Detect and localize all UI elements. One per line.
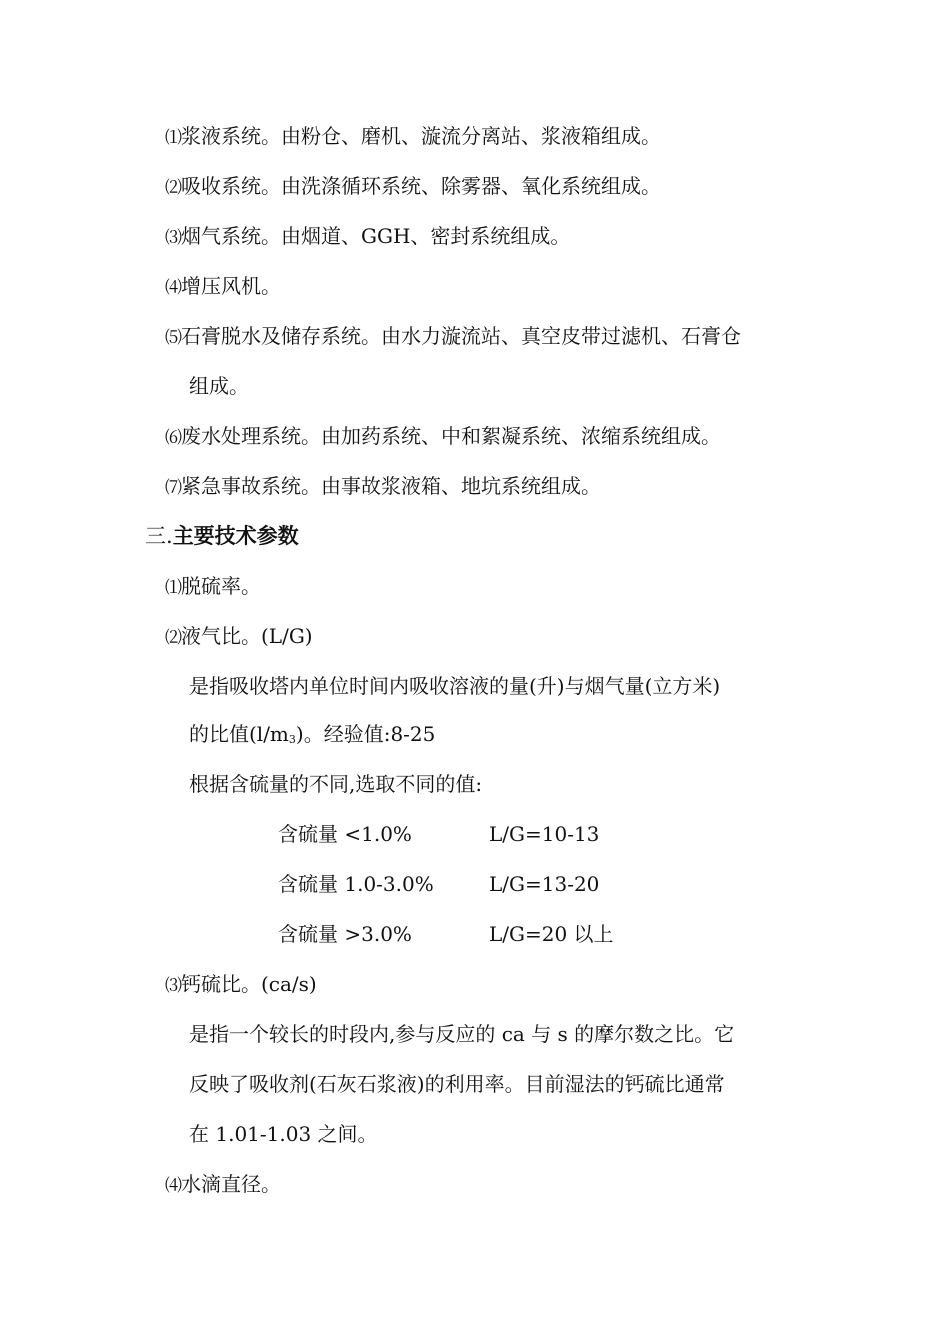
lg-value: L/G=13-20	[489, 872, 600, 896]
item-text: 浆液系统。由粉仓、磨机、漩流分离站、浆液箱组成。	[181, 124, 661, 148]
item-text: 吸收系统。由洗涤循环系统、除雾器、氧化系统组成。	[181, 174, 661, 198]
param-description: 是指一个较长的时段内,参与反应的 ca 与 s 的摩尔数之比。它	[189, 1022, 735, 1046]
list-item	[165, 172, 661, 202]
lg-value: L/G=10-13	[489, 822, 600, 846]
sulfur-label: 含硫量 >3.0%	[278, 922, 412, 946]
sulfur-label: 含硫量 1.0-3.0%	[278, 872, 434, 896]
item-number: ⑸	[165, 328, 181, 348]
param-item	[165, 572, 261, 602]
section-number: 三.	[145, 524, 173, 548]
list-item	[165, 322, 741, 352]
list-item	[165, 222, 570, 252]
param-item	[165, 1170, 281, 1200]
item-number: ⑶	[165, 976, 181, 996]
item-text: 钙硫比。(ca/s)	[181, 972, 317, 996]
item-number: ⑵	[165, 178, 181, 198]
item-text: 增压风机。	[181, 274, 281, 298]
desc-text: )。经验值:8-25	[295, 722, 436, 746]
list-item	[165, 422, 721, 452]
superscript: 3	[288, 733, 296, 746]
item-number: ⑵	[165, 628, 181, 648]
param-description: 根据含硫量的不同,选取不同的值:	[189, 772, 483, 796]
item-text: 废水处理系统。由加药系统、中和絮凝系统、浓缩系统组成。	[181, 424, 721, 448]
param-description	[189, 720, 435, 754]
list-item	[165, 472, 601, 502]
item-number: ⑹	[165, 428, 181, 448]
item-number: ⑴	[165, 578, 181, 598]
item-text: 水滴直径。	[181, 1172, 281, 1196]
item-text: 液气比。(L/G)	[181, 624, 313, 648]
list-item	[165, 272, 281, 302]
section-title: 主要技术参数	[172, 524, 299, 548]
item-text: 脱硫率。	[181, 574, 261, 598]
item-text: 石膏脱水及储存系统。由水力漩流站、真空皮带过滤机、石膏仓	[181, 324, 741, 348]
item-number: ⑴	[165, 128, 181, 148]
section-heading	[145, 522, 299, 550]
item-text: 紧急事故系统。由事故浆液箱、地坑系统组成。	[181, 474, 601, 498]
param-description: 反映了吸收剂(石灰石浆液)的利用率。目前湿法的钙硫比通常	[189, 1072, 725, 1096]
param-description: 在 1.01-1.03 之间。	[189, 1122, 378, 1146]
list-item	[165, 122, 661, 152]
param-description: 是指吸收塔内单位时间内吸收溶液的量(升)与烟气量(立方米)	[189, 674, 721, 698]
item-text: 烟气系统。由烟道、GGH、密封系统组成。	[181, 224, 571, 248]
desc-text: 的比值(l/m	[189, 722, 289, 746]
item-number: ⑺	[165, 478, 181, 498]
param-item	[165, 622, 313, 652]
item-number: ⑶	[165, 228, 181, 248]
param-item	[165, 970, 317, 1000]
sulfur-label: 含硫量 <1.0%	[278, 822, 412, 846]
item-number: ⑷	[165, 1176, 181, 1196]
lg-value: L/G=20 以上	[489, 922, 614, 946]
list-item-continuation: 组成。	[189, 374, 249, 398]
item-number: ⑷	[165, 278, 181, 298]
